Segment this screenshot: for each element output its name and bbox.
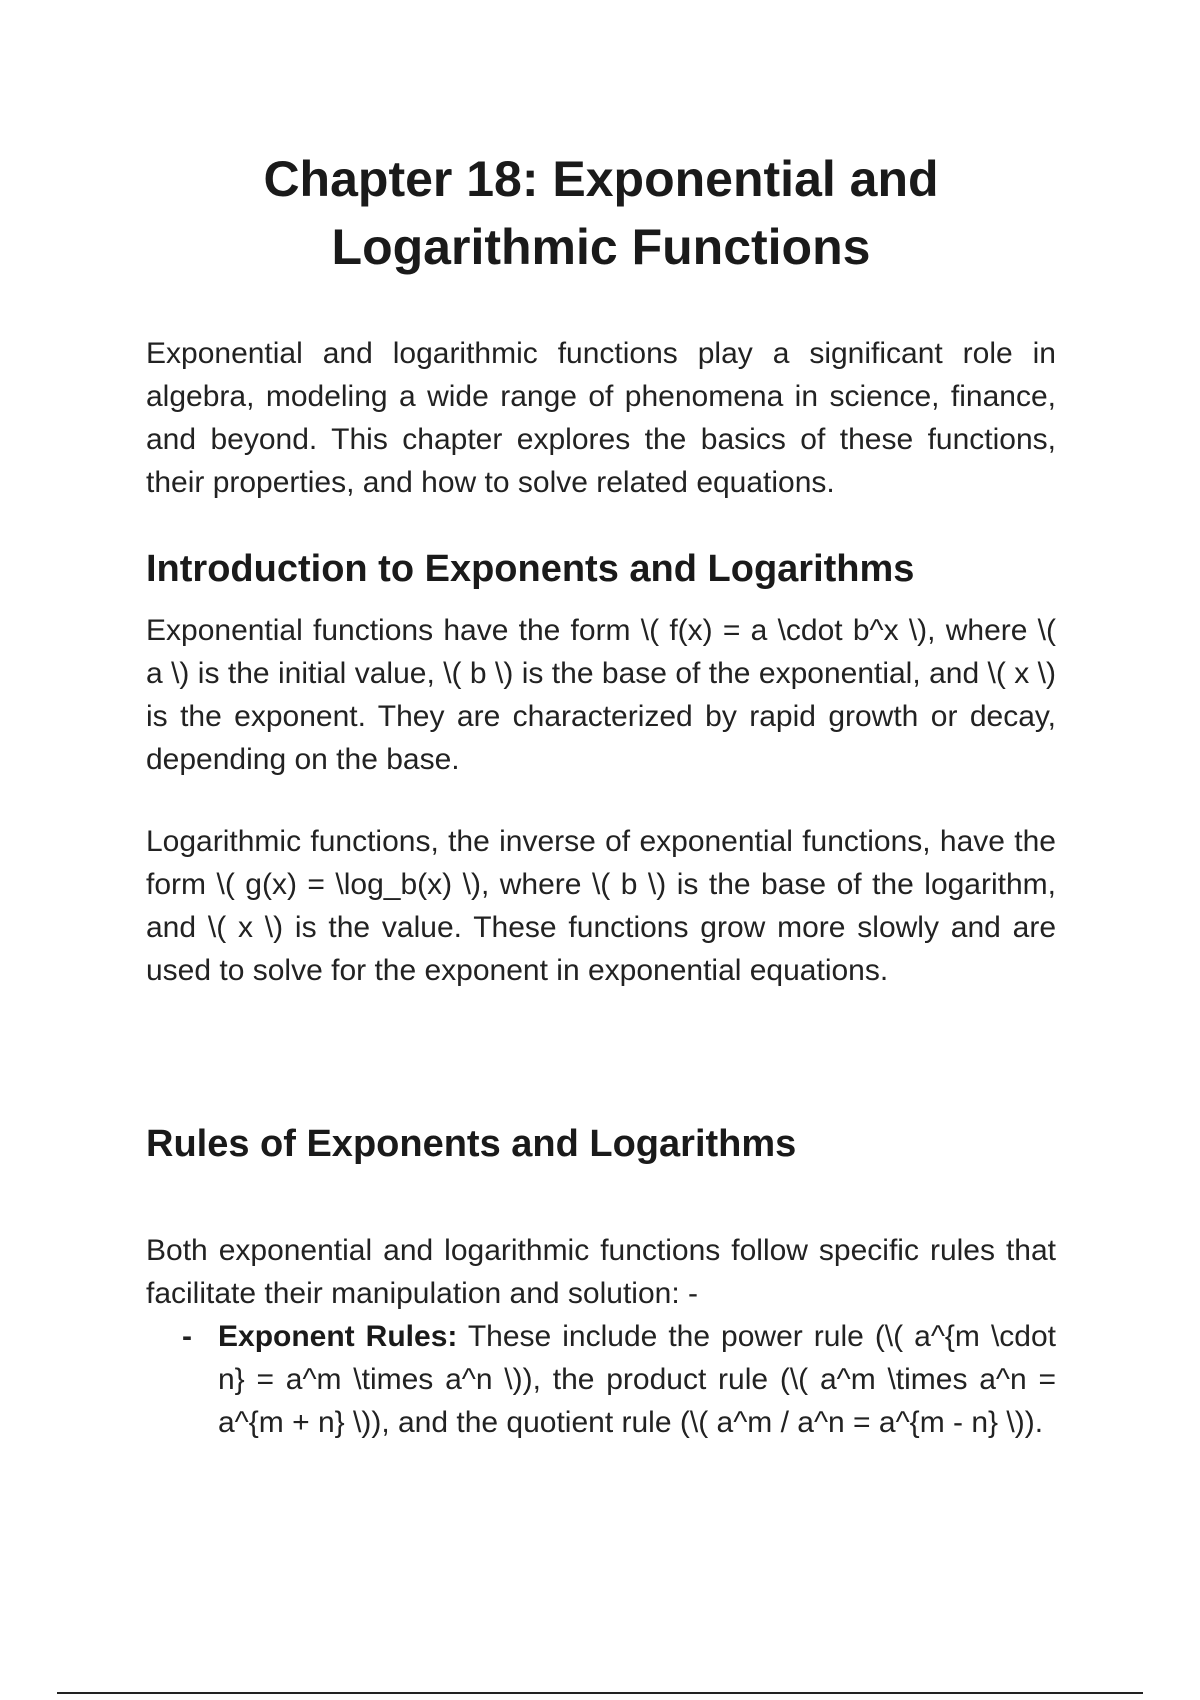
rules-intro-paragraph: Both exponential and logarithmic functions follow specific rules that facilitate their manipulation and solution: - — [146, 1234, 1056, 1310]
list-item-exponent-rules — [146, 1315, 1056, 1444]
section-heading-rules: Rules of Exponents and Logarithms — [146, 1123, 797, 1165]
exponent-rules-label: Exponent Rules: — [218, 1320, 458, 1353]
intro-paragraph: Exponential and logarithmic functions play a significant role in algebra, modeling a wide range of phenomena in science, finance, and beyond. This chapter explores the basics of these functions, their properties, and how to solve related equations. — [146, 337, 1056, 499]
rules-list — [146, 1315, 1056, 1444]
list-bullet: - — [182, 1320, 192, 1353]
exponential-functions-paragraph: Exponential functions have the form \( f(x) = a \cdot b^x \), where \( a \) is the initial value, \( b \) is the base of the exponential, and \( x \) is the exponent. They are characterized by rapid growth or decay, depending on the base. — [146, 614, 1056, 776]
exponent-rules-text: These include the power rule (\( a^{m \cdot n} = a^m \times a^n \)), the product rule (\( a^m \times a^n = a^{m + n} \)), and the quotient rule (\( a^m / a^n = a^{m - n} \)). — [218, 1320, 1056, 1439]
bottom-divider — [57, 1692, 1143, 1694]
section-heading-introduction: Introduction to Exponents and Logarithms — [146, 548, 915, 590]
chapter-title: Chapter 18: Exponential and Logarithmic Functions — [263, 151, 939, 275]
logarithmic-functions-paragraph: Logarithmic functions, the inverse of exponential functions, have the form \( g(x) = \log_b(x) \), where \( b \) is the base of the logarithm, and \( x \) is the value. These functions grow more slowly and are used to solve for the exponent in exponential equations. — [146, 825, 1056, 987]
